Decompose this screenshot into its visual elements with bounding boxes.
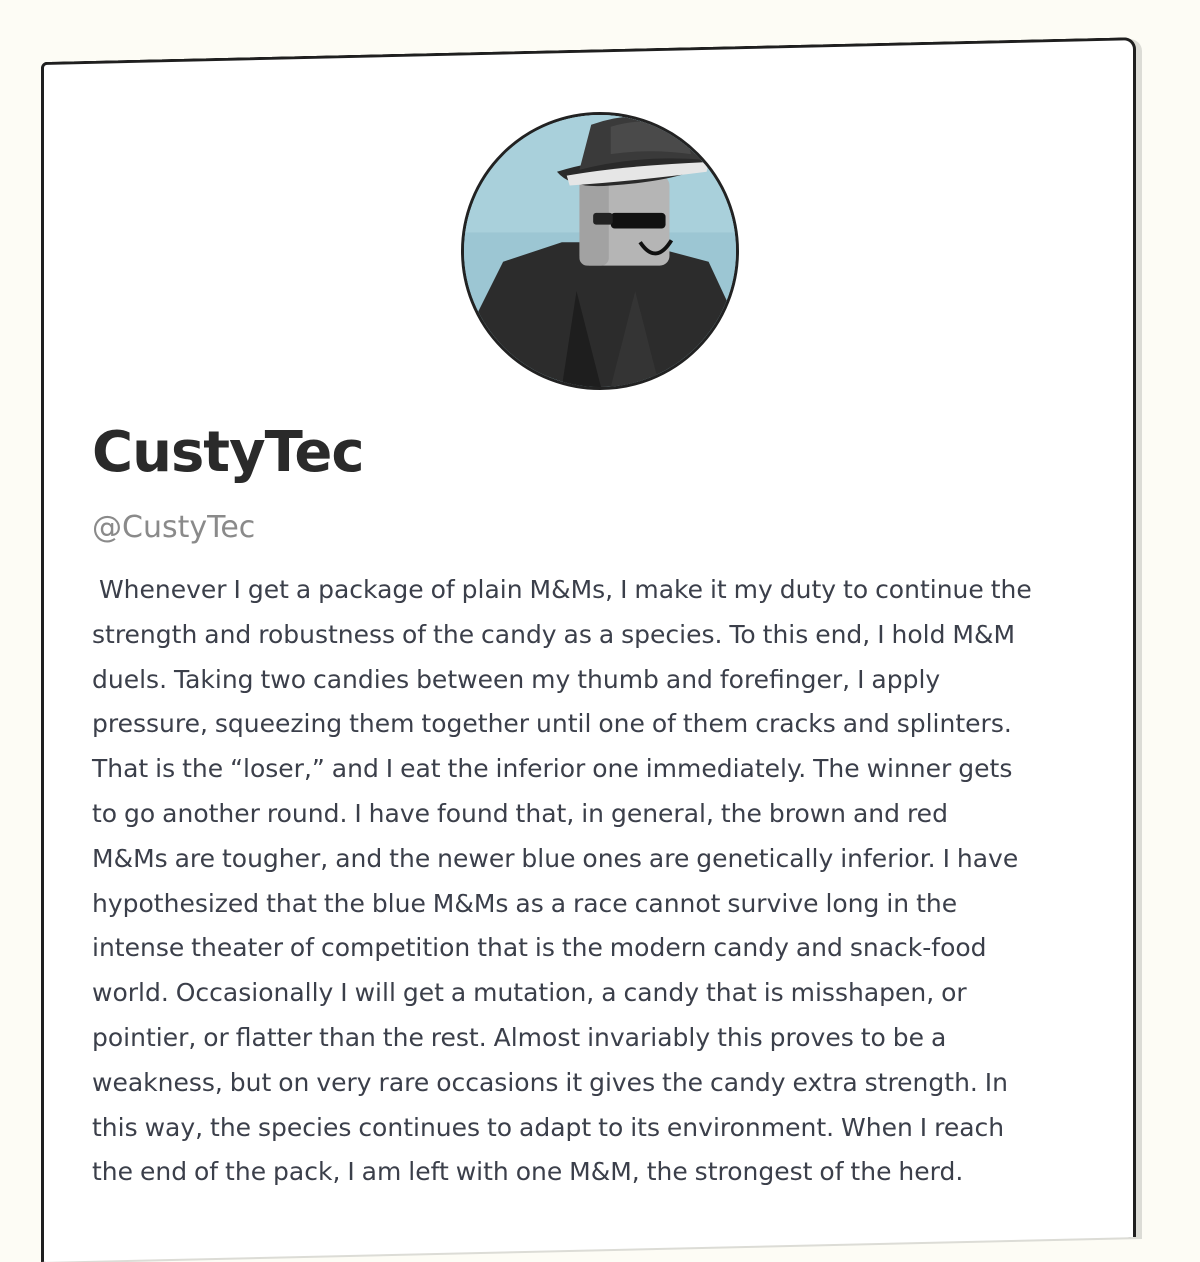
- user-handle[interactable]: @CustyTec: [92, 510, 256, 545]
- bio-text: Whenever I get a package of plain M&Ms, I make it my duty to continue the strength and robustness of the candy as a species. To this end, I hold M&M duels. Taking two candies between my thumb and forefinger, I apply pressure, squeezing them together until one of them cracks and splinters. That is the “loser,” and I eat the inferior one immediately. The winner gets to go another round. I have found that, in general, the brown and red M&Ms are tougher, and the newer blue ones are genetically inferior. I have hypothesized that the blue M&Ms as a race cannot survive long in the intense theater of competition that is the modern candy and snack-food world. Occasionally I will get a mutation, a candy that is misshapen, or pointier, or flatter than the rest. Almost invariably this proves to be a weakness, but on very rare occasions it gives the candy extra strength. In this way, the species continues to adapt to its environment. When I reach the end of the pack, I am left with one M&M, the strongest of the herd.: [92, 575, 1032, 1187]
- roblox-avatar-fedora-sunglasses-icon: [464, 115, 736, 387]
- avatar[interactable]: [461, 112, 739, 390]
- display-name: CustyTec: [92, 420, 364, 485]
